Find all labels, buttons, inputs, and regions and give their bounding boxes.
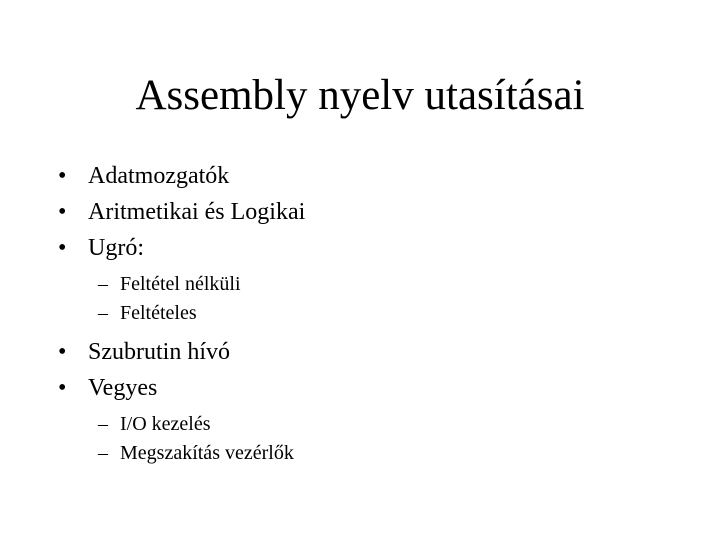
bullet-text: Szubrutin hívó — [88, 339, 230, 365]
bullet-list — [58, 158, 678, 468]
sub-bullet-text: Feltétel nélküli — [120, 273, 241, 295]
slide-title: Assembly nyelv utasításai — [135, 72, 585, 119]
sub-bullet-text: I/O kezelés — [120, 413, 211, 435]
bullet-marker-icon: • — [58, 163, 67, 189]
sub-bullet-item-megszakitas — [58, 439, 678, 468]
bullet-item-szubrutin — [58, 334, 678, 370]
bullet-text: Aritmetikai és Logikai — [88, 199, 306, 225]
dash-marker-icon: – — [98, 302, 108, 324]
bullet-text: Vegyes — [88, 375, 158, 401]
sub-bullet-item-feltetel-nelkuli — [58, 270, 678, 299]
sub-bullet-item-felteteles — [58, 299, 678, 328]
bullet-item-vegyes — [58, 370, 678, 406]
sub-bullet-item-io-kezeles — [58, 410, 678, 439]
bullet-item-aritmetikai — [58, 194, 678, 230]
bullet-text: Ugró: — [88, 235, 144, 261]
bullet-marker-icon: • — [58, 339, 67, 365]
bullet-item-ugro — [58, 230, 678, 266]
sub-bullet-text: Feltételes — [120, 302, 197, 324]
dash-marker-icon: – — [98, 442, 108, 464]
bullet-text: Adatmozgatók — [88, 163, 230, 189]
bullet-marker-icon: • — [58, 199, 67, 225]
dash-marker-icon: – — [98, 413, 108, 435]
sub-bullet-text: Megszakítás vezérlők — [120, 442, 294, 464]
dash-marker-icon: – — [98, 273, 108, 295]
bullet-marker-icon: • — [58, 375, 67, 401]
bullet-item-adatmozgatok — [58, 158, 678, 194]
bullet-marker-icon: • — [58, 235, 67, 261]
